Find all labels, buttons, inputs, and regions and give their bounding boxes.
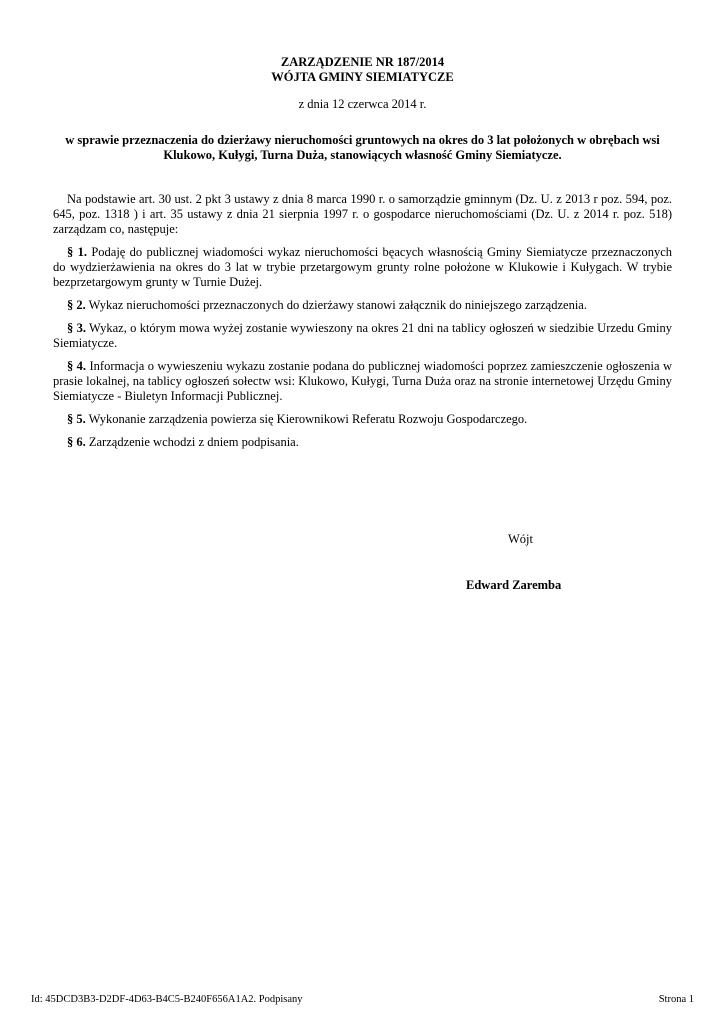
section-text: Wykonanie zarządzenia powierza się Kierownikowi Referatu Rozwoju Gospodarczego. [88, 412, 528, 426]
document-body [53, 192, 672, 458]
section-text: Informacja o wywieszeniu wykazu zostanie podana do publicznej wiadomości poprzez zamieszczenie ogłoszenia w prasie lokalnej, na tablicy ogłoszeń sołectw wsi: Klukowo, Kułygi, Turna Duża oraz na stronie internetowej Urzędu Gminy Siemiatycze - Biuletyn Informacji Publicznej. [53, 359, 673, 403]
signature-title: Wójt [508, 532, 533, 546]
section-6 [53, 435, 672, 450]
section-text: Zarządzenie wchodzi z dniem podpisania. [88, 435, 299, 449]
section-1 [53, 245, 672, 290]
section-label: § 3. [67, 321, 86, 335]
section-label: § 1. [67, 245, 87, 259]
section-3 [53, 321, 672, 351]
section-5 [53, 412, 672, 427]
document-date: z dnia 12 czerwca 2014 r. [298, 97, 427, 111]
section-label: § 2. [67, 298, 86, 312]
document-title-line2: WÓJTA GMINY SIEMIATYCZE [271, 70, 454, 84]
section-label: § 4. [67, 359, 87, 373]
document-subject: w sprawie przeznaczenia do dzierżawy nieruchomości gruntowych na okres do 3 lat położonych w obrębach wsi Klukowo, Kułygi, Turna Duża, stanowiących własność Gminy Siemiatycze. [65, 133, 660, 162]
section-label: § 6. [67, 435, 86, 449]
section-4 [53, 359, 672, 404]
section-text: Podaję do publicznej wiadomości wykaz nieruchomości bęacych własnością Gminy Siemiatycze przeznaczonych do wydzierżawienia na okres do 3 lat w trybie przetargowym grunty rolne położone w Klukowie i Kułygach. W trybie bezprzetargowym grunty w Turnie Dużej. [53, 245, 672, 289]
document-title-line1: ZARZĄDZENIE NR 187/2014 [280, 55, 445, 69]
section-label: § 5. [67, 412, 86, 426]
footer-page-number: Strona 1 [658, 994, 694, 1005]
section-text: Wykaz, o którym mowa wyżej zostanie wywieszony na okres 21 dni na tablicy ogłoszeń w siedzibie Urzedu Gminy Siemiatycze. [53, 321, 672, 350]
signature-name: Edward Zaremba [466, 578, 562, 592]
section-text: Wykaz nieruchomości przeznaczonych do dzierżawy stanowi załącznik do niniejszego zarządzenia. [88, 298, 587, 312]
preamble: Na podstawie art. 30 ust. 2 pkt 3 ustawy z dnia 8 marca 1990 r. o samorządzie gminnym (Dz. U. z 2013 r poz. 594, poz. 645, poz. 1318 ) i art. 35 ustawy z dnia 21 sierpnia 1997 r. o gospodarce nieruchomościami (Dz. U. z 2014 r. poz. 518) zarządzam co, następuje: [53, 192, 672, 236]
footer-document-id: Id: 45DCD3B3-D2DF-4D63-B4C5-B240F656A1A2. Podpisany [31, 994, 303, 1005]
section-2 [53, 298, 672, 313]
